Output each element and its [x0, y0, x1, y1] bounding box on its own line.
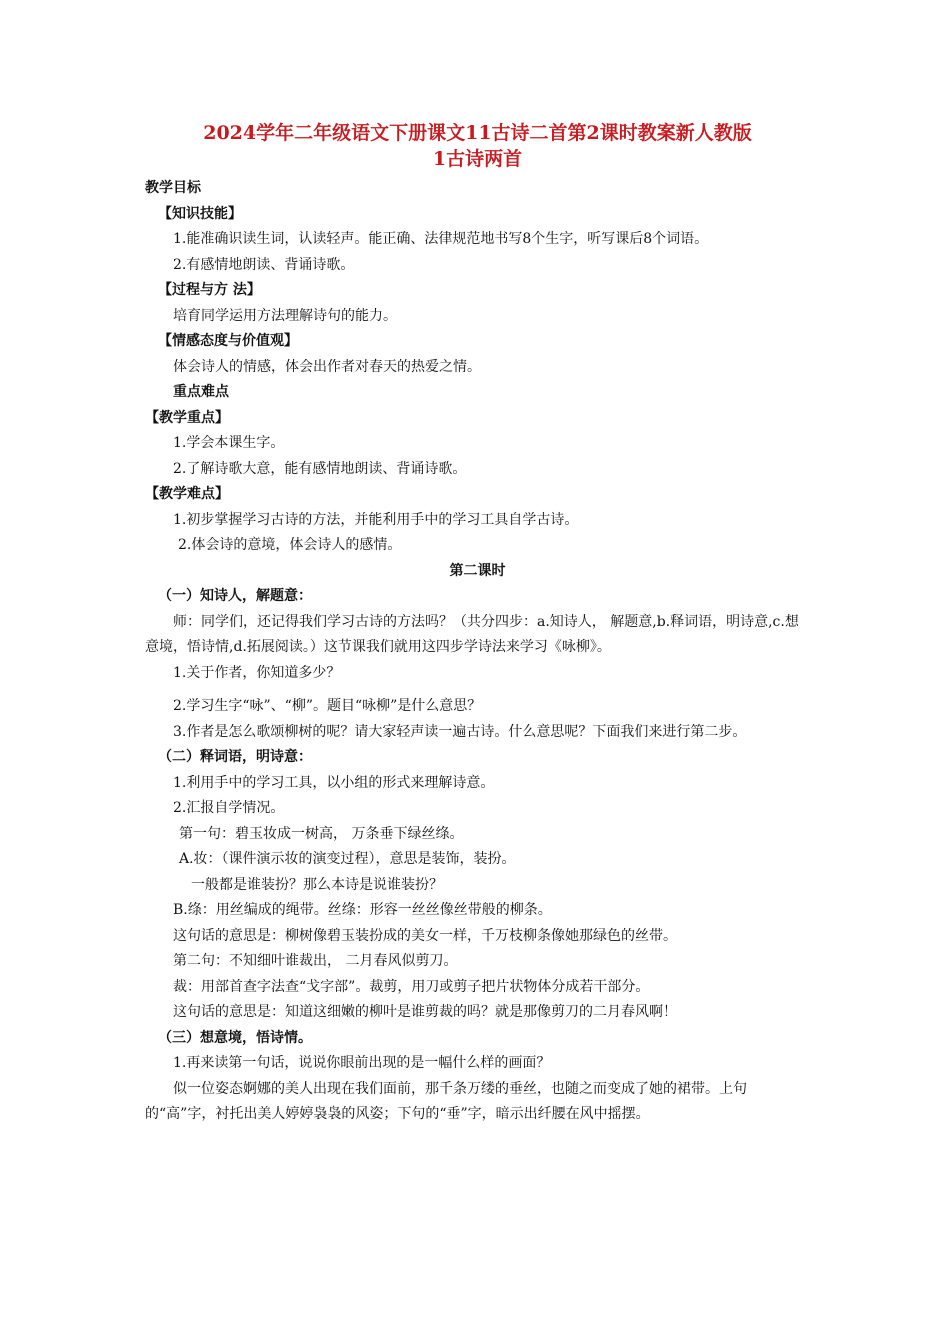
- section-2-note-a: A.妆：（课件演示妆的演变过程），意思是装饰，装扮。: [179, 851, 516, 867]
- section-3-heading: （三）想意境，悟诗情。: [158, 1029, 312, 1046]
- focus-heading: 【教学重点】: [145, 409, 229, 426]
- section-2-item-1: 1.利用手中的学习工具，以小组的形式来理解诗意。: [173, 774, 495, 791]
- section-1-heading: （一）知诗人，解题意：: [158, 588, 312, 604]
- knowledge-item-2: 2.有感情地朗读、背诵诗歌。: [173, 256, 355, 273]
- focus-item-1: 1.学会本课生字。: [173, 435, 285, 451]
- section-1-question-3: 3.作者是怎么歌颂柳树的呢？请大家轻声读一遍古诗。什么意思呢？下面我们来进行第二步。: [173, 723, 747, 740]
- difficulty-item-2: 2.体会诗的意境，体会诗人的感情。: [178, 537, 402, 553]
- section-2-item-2: 2.汇报自学情况。: [173, 800, 285, 816]
- objectives-heading: 教学目标: [145, 180, 201, 196]
- knowledge-item-1: 1.能准确识读生词，认读轻声。能正确、法律规范地书写8个生字，听写课后8个词语。: [173, 231, 709, 247]
- lesson-heading: 第二课时: [449, 562, 506, 579]
- difficulty-item-1: 1.初步掌握学习古诗的方法，并能利用手中的学习工具自学古诗。: [173, 511, 579, 528]
- section-2-note-a-question: 一般都是谁装扮？那么本诗是说谁装扮？: [191, 876, 443, 893]
- title-line-2: 1古诗两首: [432, 148, 523, 170]
- section-1-paragraph: 师：同学们，还记得我们学习古诗的方法吗？（共分四步：a.知诗人， 解题意,b.释词语，明诗意,c.想意境，悟诗情,d.拓展阅读。）这节课我们就用这四步学诗法来学习《咏柳》。: [145, 613, 799, 655]
- section-1-question-1: 1.关于作者，你知道多少？: [173, 664, 341, 681]
- section-3-item-1: 1.再来读第一句话，说说你眼前出现的是一幅什么样的画面？: [173, 1055, 551, 1071]
- section-3-paragraph: 似一位姿态婀娜的美人出现在我们面前，那千条万缕的垂丝，也随之而变成了她的裙带。上句的“高”字，衬托出美人婷婷袅袅的风姿；下句的“垂”字，暗示出纤腰在风中摇摆。: [145, 1080, 747, 1122]
- section-2-heading: （二）释词语，明诗意：: [158, 749, 312, 765]
- title-line-1: 2024学年二年级语文下册课文11古诗二首第2课时教案新人教版: [203, 122, 752, 144]
- section-1-question-2: 2.学习生字“咏”、“柳”。题目“咏柳”是什么意思？: [173, 698, 482, 714]
- process-item-1: 培育同学运用方法理解诗句的能力。: [173, 307, 397, 324]
- emotion-item-1: 体会诗人的情感，体会出作者对春天的热爱之情。: [173, 358, 481, 375]
- document-title: [145, 120, 810, 172]
- poem-line-1: 第一句：碧玉妆成一树高， 万条垂下绿丝绦。: [179, 825, 464, 842]
- emotion-heading: 【情感态度与价值观】: [158, 333, 298, 349]
- section-2-note-cai: 裁：用部首查字法查“戈字部”。裁剪，用刀或剪子把片状物体分成若干部分。: [173, 978, 650, 995]
- section-2-note-b: B.绦：用丝编成的绳带。丝绦：形容一丝丝像丝带般的柳条。: [173, 902, 552, 918]
- section-2-meaning-1: 这句话的意思是：柳树像碧玉装扮成的美女一样，千万枝柳条像她那绿色的丝带。: [173, 927, 677, 944]
- knowledge-heading: 【知识技能】: [158, 205, 242, 222]
- poem-line-2: 第二句：不知细叶谁裁出， 二月春风似剪刀。: [173, 953, 458, 969]
- document-page: [145, 120, 810, 1128]
- process-heading: 【过程与方 法】: [158, 282, 261, 298]
- section-2-meaning-2: 这句话的意思是：知道这细嫩的柳叶是谁剪裁的吗？就是那像剪刀的二月春风啊！: [173, 1004, 677, 1020]
- key-difficulty-heading: 重点难点: [173, 384, 229, 400]
- focus-item-2: 2.了解诗歌大意，能有感情地朗读、背诵诗歌。: [173, 460, 467, 477]
- difficulty-heading: 【教学难点】: [145, 486, 229, 502]
